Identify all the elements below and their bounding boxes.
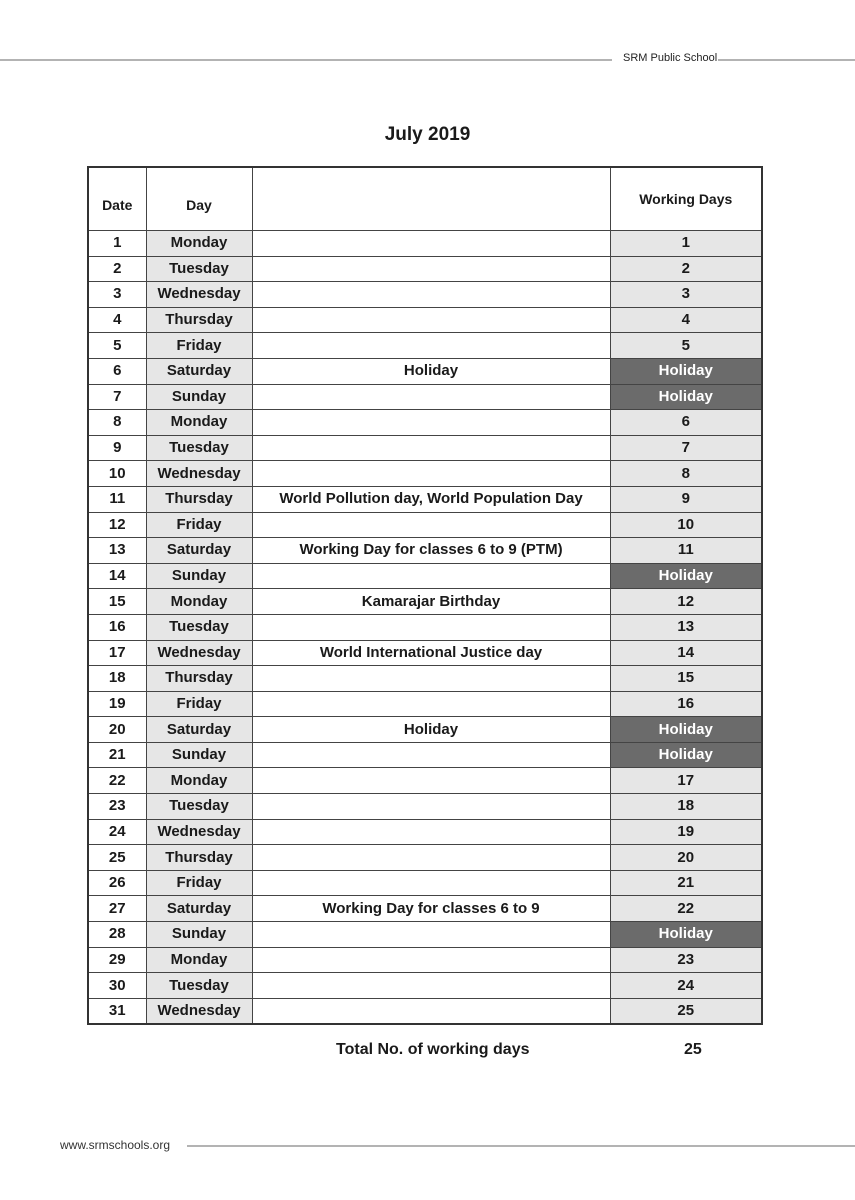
day-cell: Wednesday bbox=[146, 282, 252, 308]
day-cell: Saturday bbox=[146, 896, 252, 922]
table-row bbox=[88, 691, 762, 717]
table-row bbox=[88, 333, 762, 359]
table-row bbox=[88, 358, 762, 384]
working-days-cell: 14 bbox=[610, 640, 762, 666]
header-working-days: Working Days bbox=[610, 167, 762, 231]
day-cell: Friday bbox=[146, 512, 252, 538]
working-days-cell: 12 bbox=[610, 589, 762, 615]
table-row bbox=[88, 384, 762, 410]
day-cell: Sunday bbox=[146, 563, 252, 589]
date-cell: 17 bbox=[88, 640, 146, 666]
working-days-cell: 4 bbox=[610, 307, 762, 333]
date-cell: 12 bbox=[88, 512, 146, 538]
working-days-cell: Holiday bbox=[610, 384, 762, 410]
table-row bbox=[88, 231, 762, 257]
table-row bbox=[88, 998, 762, 1024]
date-cell: 22 bbox=[88, 768, 146, 794]
working-days-cell: 20 bbox=[610, 845, 762, 871]
working-days-cell: 13 bbox=[610, 614, 762, 640]
date-cell: 29 bbox=[88, 947, 146, 973]
working-days-cell: Holiday bbox=[610, 922, 762, 948]
table-row bbox=[88, 614, 762, 640]
event-cell bbox=[252, 461, 610, 487]
working-days-cell: 6 bbox=[610, 410, 762, 436]
header-day: Day bbox=[146, 167, 252, 231]
event-cell bbox=[252, 973, 610, 999]
working-days-cell: 15 bbox=[610, 666, 762, 692]
date-cell: 11 bbox=[88, 486, 146, 512]
event-cell bbox=[252, 819, 610, 845]
day-cell: Tuesday bbox=[146, 256, 252, 282]
working-days-cell: 3 bbox=[610, 282, 762, 308]
working-days-cell: 24 bbox=[610, 973, 762, 999]
day-cell: Sunday bbox=[146, 922, 252, 948]
day-cell: Monday bbox=[146, 231, 252, 257]
working-days-cell: 25 bbox=[610, 998, 762, 1024]
date-cell: 31 bbox=[88, 998, 146, 1024]
table-row bbox=[88, 845, 762, 871]
day-cell: Wednesday bbox=[146, 819, 252, 845]
event-cell bbox=[252, 691, 610, 717]
calendar-table bbox=[87, 166, 763, 1025]
event-cell bbox=[252, 512, 610, 538]
event-cell bbox=[252, 742, 610, 768]
date-cell: 23 bbox=[88, 794, 146, 820]
date-cell: 2 bbox=[88, 256, 146, 282]
footer-url: www.srmschools.org bbox=[60, 1138, 171, 1152]
day-cell: Friday bbox=[146, 691, 252, 717]
table-row bbox=[88, 282, 762, 308]
date-cell: 25 bbox=[88, 845, 146, 871]
event-cell: World International Justice day bbox=[252, 640, 610, 666]
date-cell: 24 bbox=[88, 819, 146, 845]
event-cell bbox=[252, 231, 610, 257]
event-cell bbox=[252, 307, 610, 333]
working-days-cell: 2 bbox=[610, 256, 762, 282]
day-cell: Monday bbox=[146, 947, 252, 973]
day-cell: Wednesday bbox=[146, 461, 252, 487]
date-cell: 9 bbox=[88, 435, 146, 461]
event-cell bbox=[252, 998, 610, 1024]
table-row bbox=[88, 870, 762, 896]
date-cell: 3 bbox=[88, 282, 146, 308]
table-row bbox=[88, 256, 762, 282]
header-school-name: SRM Public School bbox=[623, 52, 718, 64]
date-cell: 15 bbox=[88, 589, 146, 615]
working-days-cell: 17 bbox=[610, 768, 762, 794]
working-days-cell: 19 bbox=[610, 819, 762, 845]
event-cell bbox=[252, 256, 610, 282]
day-cell: Thursday bbox=[146, 307, 252, 333]
event-cell bbox=[252, 794, 610, 820]
table-row bbox=[88, 666, 762, 692]
date-cell: 16 bbox=[88, 614, 146, 640]
working-days-cell: 11 bbox=[610, 538, 762, 564]
day-cell: Friday bbox=[146, 333, 252, 359]
footer-rule bbox=[187, 1145, 855, 1147]
table-row bbox=[88, 563, 762, 589]
calendar-body bbox=[88, 231, 762, 1025]
day-cell: Tuesday bbox=[146, 435, 252, 461]
working-days-cell: Holiday bbox=[610, 742, 762, 768]
event-cell: Working Day for classes 6 to 9 bbox=[252, 896, 610, 922]
event-cell bbox=[252, 333, 610, 359]
header-event bbox=[252, 167, 610, 231]
day-cell: Saturday bbox=[146, 717, 252, 743]
working-days-cell: Holiday bbox=[610, 563, 762, 589]
working-days-cell: 9 bbox=[610, 486, 762, 512]
table-row bbox=[88, 538, 762, 564]
table-row bbox=[88, 922, 762, 948]
header-date: Date bbox=[88, 167, 146, 231]
page-title: July 2019 bbox=[384, 124, 471, 145]
date-cell: 7 bbox=[88, 384, 146, 410]
table-row bbox=[88, 896, 762, 922]
working-days-cell: 21 bbox=[610, 870, 762, 896]
date-cell: 4 bbox=[88, 307, 146, 333]
day-cell: Thursday bbox=[146, 486, 252, 512]
event-cell bbox=[252, 410, 610, 436]
table-row bbox=[88, 307, 762, 333]
header-rule-right bbox=[718, 59, 855, 61]
event-cell: Holiday bbox=[252, 717, 610, 743]
table-row bbox=[88, 819, 762, 845]
working-days-cell: 16 bbox=[610, 691, 762, 717]
table-row bbox=[88, 742, 762, 768]
date-cell: 1 bbox=[88, 231, 146, 257]
day-cell: Tuesday bbox=[146, 794, 252, 820]
day-cell: Tuesday bbox=[146, 614, 252, 640]
date-cell: 19 bbox=[88, 691, 146, 717]
event-cell: World Pollution day, World Population Day bbox=[252, 486, 610, 512]
date-cell: 8 bbox=[88, 410, 146, 436]
event-cell: Kamarajar Birthday bbox=[252, 589, 610, 615]
event-cell bbox=[252, 384, 610, 410]
table-row bbox=[88, 947, 762, 973]
table-row bbox=[88, 410, 762, 436]
total-value: 25 bbox=[684, 1041, 702, 1058]
day-cell: Saturday bbox=[146, 358, 252, 384]
working-days-cell: 8 bbox=[610, 461, 762, 487]
event-cell bbox=[252, 922, 610, 948]
header-rule-left bbox=[0, 59, 612, 61]
event-cell: Holiday bbox=[252, 358, 610, 384]
table-row bbox=[88, 435, 762, 461]
day-cell: Monday bbox=[146, 410, 252, 436]
table-row bbox=[88, 512, 762, 538]
day-cell: Thursday bbox=[146, 845, 252, 871]
working-days-cell: 5 bbox=[610, 333, 762, 359]
date-cell: 28 bbox=[88, 922, 146, 948]
table-row bbox=[88, 640, 762, 666]
working-days-cell: 23 bbox=[610, 947, 762, 973]
working-days-cell: 22 bbox=[610, 896, 762, 922]
event-cell bbox=[252, 563, 610, 589]
date-cell: 5 bbox=[88, 333, 146, 359]
table-row bbox=[88, 794, 762, 820]
table-row bbox=[88, 486, 762, 512]
day-cell: Thursday bbox=[146, 666, 252, 692]
day-cell: Monday bbox=[146, 589, 252, 615]
working-days-cell: 7 bbox=[610, 435, 762, 461]
day-cell: Sunday bbox=[146, 384, 252, 410]
day-cell: Saturday bbox=[146, 538, 252, 564]
date-cell: 30 bbox=[88, 973, 146, 999]
day-cell: Friday bbox=[146, 870, 252, 896]
event-cell bbox=[252, 282, 610, 308]
table-header-row bbox=[88, 167, 762, 231]
date-cell: 18 bbox=[88, 666, 146, 692]
day-cell: Wednesday bbox=[146, 998, 252, 1024]
working-days-cell: 1 bbox=[610, 231, 762, 257]
date-cell: 13 bbox=[88, 538, 146, 564]
event-cell bbox=[252, 870, 610, 896]
day-cell: Sunday bbox=[146, 742, 252, 768]
working-days-cell: Holiday bbox=[610, 358, 762, 384]
event-cell bbox=[252, 768, 610, 794]
date-cell: 21 bbox=[88, 742, 146, 768]
event-cell bbox=[252, 614, 610, 640]
working-days-cell: 18 bbox=[610, 794, 762, 820]
day-cell: Wednesday bbox=[146, 640, 252, 666]
total-label: Total No. of working days bbox=[336, 1041, 530, 1058]
table-row bbox=[88, 589, 762, 615]
day-cell: Monday bbox=[146, 768, 252, 794]
table-row bbox=[88, 717, 762, 743]
date-cell: 27 bbox=[88, 896, 146, 922]
working-days-cell: Holiday bbox=[610, 717, 762, 743]
working-days-cell: 10 bbox=[610, 512, 762, 538]
event-cell: Working Day for classes 6 to 9 (PTM) bbox=[252, 538, 610, 564]
day-cell: Tuesday bbox=[146, 973, 252, 999]
event-cell bbox=[252, 845, 610, 871]
date-cell: 6 bbox=[88, 358, 146, 384]
date-cell: 14 bbox=[88, 563, 146, 589]
date-cell: 20 bbox=[88, 717, 146, 743]
event-cell bbox=[252, 947, 610, 973]
event-cell bbox=[252, 666, 610, 692]
date-cell: 26 bbox=[88, 870, 146, 896]
event-cell bbox=[252, 435, 610, 461]
table-row bbox=[88, 461, 762, 487]
table-row bbox=[88, 768, 762, 794]
date-cell: 10 bbox=[88, 461, 146, 487]
table-row bbox=[88, 973, 762, 999]
